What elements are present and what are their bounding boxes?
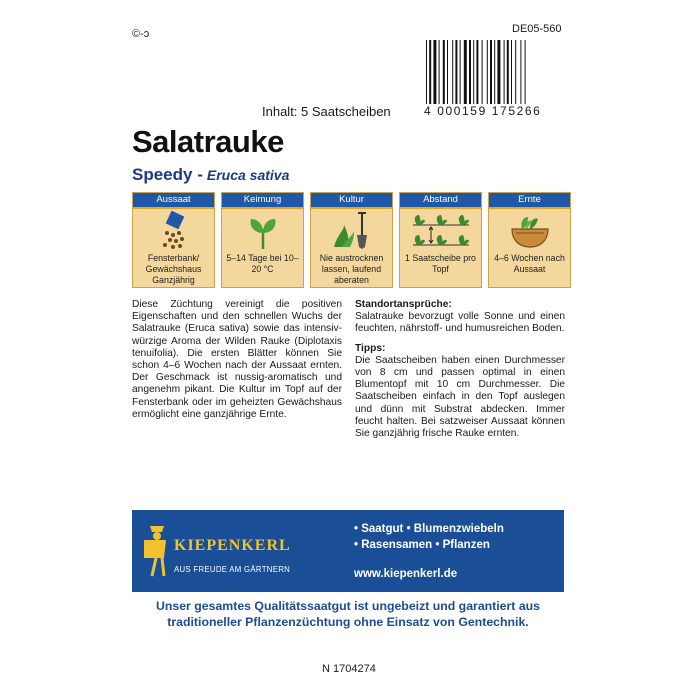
content-label: Inhalt: 5 Saatscheiben [262,104,391,119]
barcode-bar [426,40,427,104]
barcode-bar [476,40,478,104]
barcode-bar [443,40,445,104]
tips-heading: Tipps: [355,342,386,354]
barcode-bar [429,40,431,104]
barcode-bar [473,40,474,104]
product-code: DE05-560 [512,23,562,35]
website-link[interactable]: www.kiepenkerl.de [354,568,458,580]
brand-banner [132,510,564,592]
panel-text: 1 Saatscheibe pro Topf [405,253,476,274]
product-title: Salatrauke [132,124,284,159]
barcode-bar [487,40,488,104]
spade-icon [330,211,374,251]
barcode-bar [504,40,505,104]
seed-packet-icon [154,211,194,251]
kiepenkerl-figure-icon [142,522,172,578]
barcode-number: 4 000159 175266 [424,104,572,118]
barcode-bar [494,40,495,104]
panel-text: 4–6 Wochen nach Aussaat [494,253,565,274]
panel-keimung [221,192,304,288]
brand-slogan: AUS FREUDE AM GÄRTNERN [174,565,291,574]
seedling-icon [243,211,283,251]
growing-info-panels [132,192,571,288]
barcode-bar [447,40,448,104]
barcode-bar [490,40,492,104]
barcode-bar [460,40,461,104]
panel-abstand [399,192,482,288]
barcode-bar [455,40,457,104]
barcode-bar [520,40,521,104]
panel-text: 5–14 Tage bei 10–20 °C [226,253,299,274]
barcode-bar [525,40,526,104]
product-categories [354,522,504,553]
location-heading: Standortansprüche: [355,299,452,310]
barcode-bar [511,40,512,104]
barcode-bar [507,40,509,104]
panel-header: Ernte [489,193,570,209]
product-description: Diese Züchtung vereinigt die positiven Eigenschaften und den schnellen Wuchs der Salatrauke (Eruca sativa) sowie das intensiv-würzige Aroma der Wilden Rauke (Diplotaxis tenuifolia). Die ersten Blätter können Sie schon 4–6 Wochen nach der Aussaat ernten. Der Geschmack ist nussig-aromatisch und angenehm pikant. Die Kultur im Topf auf der Fensterbank oder im geheizten Gewächshaus ermöglicht eine ganzjährige Ernte. [132,299,342,420]
panel-kultur [310,192,393,288]
info-column [355,299,565,447]
harvest-bowl-icon [508,211,552,251]
barcode-bar [433,40,436,104]
article-number: N 1704274 [322,663,376,675]
tips-text: Die Saatscheiben haben einen Durchmesser von 8 cm und passen optimal in einen Blumentopf mit 10 cm Durchmesser. Die Saatscheiben einfach in den Topf auslegen und dünn mit Substrat abdecken. Immer feucht halten. Bei satzweiser Aussaat können Sie ganzjährig frische Rauke ernten. [355,354,565,440]
panel-aussaat [132,192,215,288]
category-line: • Saatgut • Blumenzwiebeln [354,523,504,535]
copyright-mark: ©-ↄ [132,28,150,40]
barcode-bar [464,40,467,104]
variety-name: Speedy - [132,165,203,184]
barcode-bar [497,40,500,104]
quality-note: Unser gesamtes Qualitätssaatgut ist ungebeizt und garantiert aus traditioneller Pflanzenzüchtung ohne Einsatz von Gentechnik. [155,599,541,629]
panel-text: Nie austrocknen lassen, laufend aberaten [319,253,384,285]
barcode-bar [469,40,471,104]
product-subtitle [132,165,289,185]
panel-header: Aussaat [133,193,214,209]
panel-header: Kultur [311,193,392,209]
barcode-bar [439,40,440,104]
barcode-bar [515,40,516,104]
panel-ernte [488,192,571,288]
latin-name: Eruca sativa [206,167,290,183]
panel-text: Fensterbank/ Gewächshaus Ganzjährig [145,253,202,285]
panel-header: Abstand [400,193,481,209]
brand-logo: KIEPENKERL [174,537,291,554]
barcode-bar [482,40,483,104]
panel-header: Keimung [222,193,303,209]
category-line: • Rasensamen • Pflanzen [354,538,490,551]
spacing-icon [409,211,473,251]
location-text: Salatrauke bevorzugt volle Sonne und einen feuchten, nährstoff- und humusreichen Boden. [355,311,565,335]
barcode-bar [452,40,453,104]
